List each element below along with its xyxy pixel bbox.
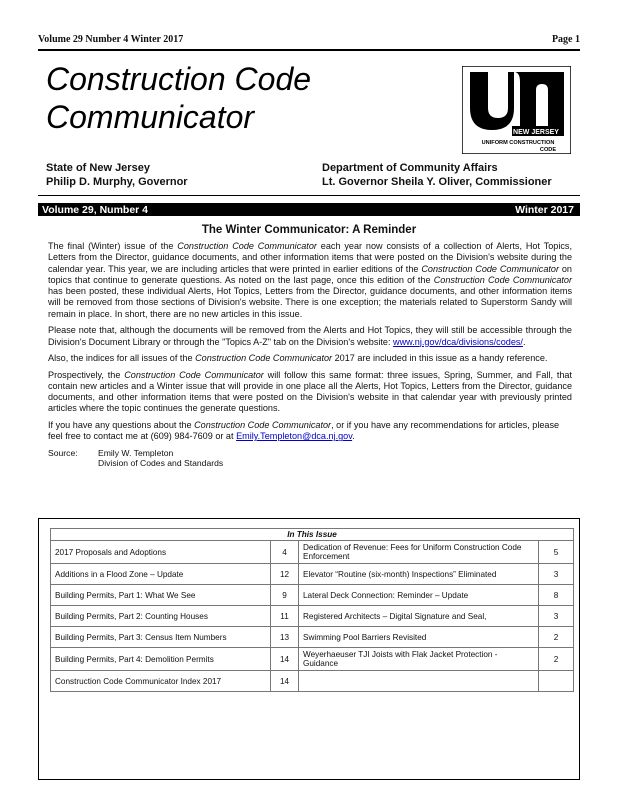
cell-left-page: 13 [271,627,299,648]
paragraph-1: The final (Winter) issue of the Construction Code Communicator each year now consists of a collection of Alerts, Hot Topics, Letters from the Director, guidance documents, and other information items that were posted on the Division's website during the calendar year. This year, we are including articles that were printed in earlier editions of the Construction Code Communicator on topics that continue to generate questions. As noted on the last page, once this edition of the Construction Code Communicator has been posted, these individual Alerts, Hot Topics, Letters from the Director, guidance documents, and other information items will be removed from those sections of Division's website. There is one exception; the materials related to Superstorm Sandy will remain in place. In short, there are no new articles in this issue. [48,241,572,319]
division-website-link[interactable]: www.nj.gov/dca/divisions/codes/ [393,336,523,347]
cell-left-page: 14 [271,671,299,692]
cell-left-title: Building Permits, Part 1: What We See [51,585,271,606]
table-row [51,564,574,585]
logo-line2-text: CODE [539,147,557,153]
table-row [51,627,574,648]
masthead-line1: Construction Code [46,61,312,97]
cell-right-page [539,671,574,692]
cell-left-title: Building Permits, Part 4: Demolition Permits [51,648,271,671]
cell-right-title: Registered Architects – Digital Signature and Seal, [299,606,539,627]
cell-left-page: 9 [271,585,299,606]
masthead-line2: Communicator [46,99,255,135]
cell-right-title [299,671,539,692]
issue-season: Winter 2017 [515,203,574,216]
cell-right-title: Lateral Deck Connection: Reminder – Update [299,585,539,606]
publisher-right [322,161,552,189]
table-row [51,585,574,606]
source-name: Emily W. Templeton [98,447,174,458]
publisher-rule [38,195,580,196]
cell-left-title: 2017 Proposals and Adoptions [51,541,271,564]
logo-state-text: NEW JERSEY [513,129,559,136]
source-block [48,448,572,469]
cell-right-page: 2 [539,627,574,648]
table-row [51,606,574,627]
issue-volume: Volume 29, Number 4 [42,203,149,216]
page-number: Page 1 [551,34,580,45]
publisher-left [46,161,188,189]
cell-right-page: 8 [539,585,574,606]
source-label: Source: [48,447,78,458]
cell-left-page: 12 [271,564,299,585]
cell-right-page: 3 [539,606,574,627]
index-heading: In This Issue [51,529,574,541]
state-name: State of New Jersey [46,162,150,174]
running-header [38,34,580,45]
cell-left-page: 11 [271,606,299,627]
cell-left-title: Building Permits, Part 2: Counting Houses [51,606,271,627]
ucc-logo [462,66,571,154]
source-org: Division of Codes and Standards [98,458,224,469]
cell-right-title: Swimming Pool Barriers Revisited [299,627,539,648]
table-row [51,671,574,692]
cell-right-page: 5 [539,541,574,564]
department-name: Department of Community Affairs [322,162,498,174]
article-title: The Winter Communicator: A Reminder [201,224,417,236]
governor-name: Philip D. Murphy, Governor [46,176,188,188]
running-volume: Volume 29 Number 4 Winter 2017 [38,34,184,45]
paragraph-5: If you have any questions about the Construction Code Communicator, or if you have any recommendations for articles, please feel free to contact me at (609) 984-7609 or at Emily.Templeton@dca.nj.gov. [48,419,560,442]
email-link[interactable]: Emily.Templeton@dca.nj.gov [236,431,353,442]
cell-left-page: 14 [271,648,299,671]
logo-line1-text: UNIFORM CONSTRUCTION [481,140,555,146]
paragraph-2: Please note that, although the documents will be removed from the Alerts and Hot Topics, they will still be accessible through the Division's Document Library or through the "Topics A-Z" tab on the Division's website: www.nj.gov/dca/divisions/codes/. [48,325,572,347]
cell-left-title: Building Permits, Part 3: Census Item Numbers [51,627,271,648]
table-row [51,541,574,564]
table-row [51,648,574,671]
issue-bar [38,203,580,216]
cell-left-title: Construction Code Communicator Index 2017 [51,671,271,692]
paragraph-3: Also, the indices for all issues of the Construction Code Communicator 2017 are included in this issue as a handy reference. [48,353,548,364]
cell-right-title: Dedication of Revenue: Fees for Uniform Construction Code Enforcement [299,541,539,564]
cell-left-page: 4 [271,541,299,564]
cell-right-title: Weyerhaeuser TJI Joists with Flak Jacket Protection - Guidance [299,648,539,671]
article-body [48,241,572,469]
header-rule [38,49,580,51]
cell-right-page: 3 [539,564,574,585]
cell-right-page: 2 [539,648,574,671]
paragraph-4: Prospectively, the Construction Code Communicator will follow this same format: three issues, Spring, Summer, and Fall, that contain new articles and a Winter issue that will provide in one place all the Alerts, Hot Topics, Letters from the Director, guidance documents, and other information items that were posted on the Division's website in that calendar year with previously printed articles where the topic continues the generate questions. [48,369,572,414]
index-table [50,528,574,692]
commissioner-name: Lt. Governor Sheila Y. Oliver, Commissioner [322,176,552,188]
cell-left-title: Additions in a Flood Zone – Update [51,564,271,585]
cell-right-title: Elevator “Routine (six-month) Inspections” Eliminated [299,564,539,585]
masthead-title [46,60,311,136]
